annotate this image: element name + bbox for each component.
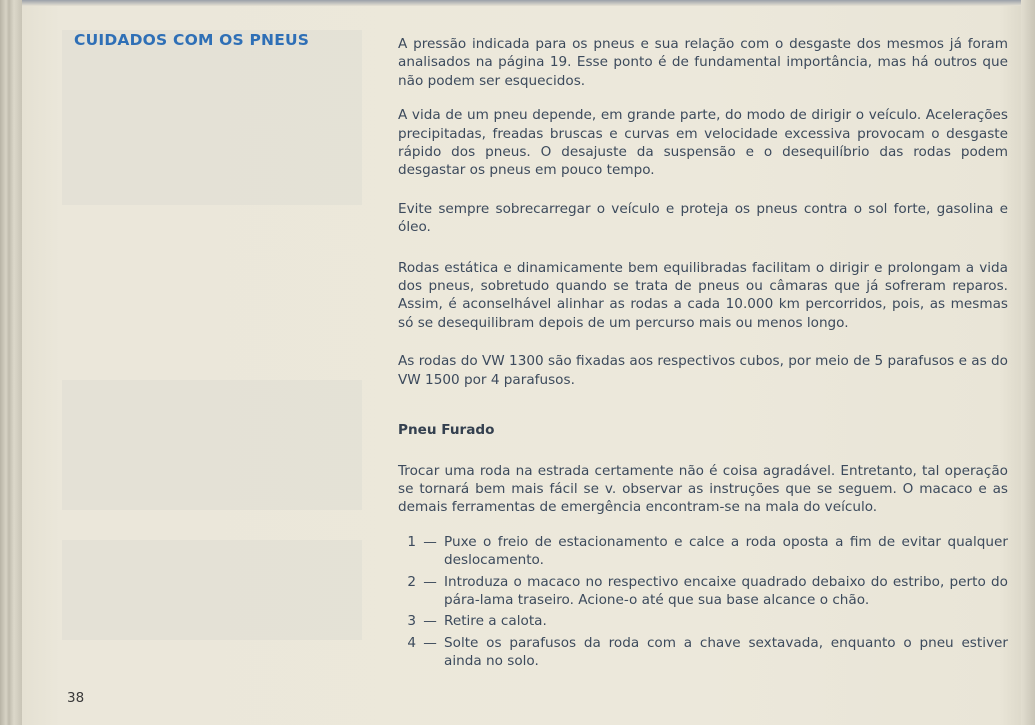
paragraph-driving: A vida de um pneu depende, em grande parte, do modo de dirigir o veículo. Acelerações precipitadas, freadas bruscas e curvas em velocidade excessiva provocam o desgaste rápido dos pneus. O desajuste da suspensão e o desequilíbrio das rodas podem desgastar os pneus em pouco tempo. [398,107,1008,179]
step-text: Puxe o freio de estacionamento e calce a roda oposta a fim de evitar qualquer deslocamento. [444,533,1008,569]
paragraph-overload: Evite sempre sobrecarregar o veículo e proteja os pneus contra o sol forte, gasolina e óleo. [398,200,1008,236]
steps-list [398,533,1008,671]
step-dash: — [423,613,437,630]
paragraph-flat-tire-intro: Trocar uma roda na estrada certamente não é coisa agradável. Entretanto, tal operação se tornará bem mais fácil se v. observar as instruções que se seguem. O macaco e as demais ferramentas de emergência encontram-se na mala do veículo. [398,462,1008,516]
subheading-flat-tire: Pneu Furado [398,422,495,439]
step-text: Introduza o macaco no respectivo encaixe quadrado debaixo do estribo, perto do pára-lama traseiro. Acione-o até que sua base alcance o chão. [444,573,1008,608]
page-number: 38 [67,690,85,706]
paragraph-balancing: Rodas estática e dinamicamente bem equilibradas facilitam o dirigir e prolongam a vida dos pneus, sobretudo quando se trata de pneus ou câmaras que já sofreram reparos. Assim, é aconselhável alinhar as rodas a cada 10.000 km percorridos, pois, as mesmas só se desequilibram depois de um percurso mais ou menos longo. [398,259,1008,331]
list-item [398,573,1008,610]
list-item [398,634,1008,671]
paragraph-pressure: A pressão indicada para os pneus e sua relação com o desgaste dos mesmos já foram analisados na página 19. Esse ponto é de fundamental importância, mas há outros que não podem ser esquecidos. [398,36,1008,89]
paragraph-wheel-bolts: As rodas do VW 1300 são fixadas aos respectivos cubos, por meio de 5 parafusos e as do VW 1500 por 4 parafusos. [398,353,1008,388]
step-dash: — [423,634,437,651]
step-number: 3 [407,613,416,630]
show-through-block [62,540,362,640]
step-number: 2 [407,573,416,590]
list-item [398,612,1008,630]
list-item [398,533,1008,570]
show-through-block [62,380,362,510]
step-text: Solte os parafusos da roda com a chave sextavada, enquanto o pneu estiver ainda no solo. [444,634,1008,670]
step-number: 4 [407,634,416,651]
step-dash: — [423,533,437,550]
step-number: 1 [407,533,416,550]
main-text [398,35,1008,674]
book-binding [0,0,22,725]
section-heading: CUIDADOS COM OS PNEUS [74,31,310,49]
top-shadow [0,0,1035,6]
page-edge [1021,0,1035,725]
step-dash: — [423,573,437,590]
show-through-block [62,30,362,205]
step-text: Retire a calota. [444,613,547,630]
